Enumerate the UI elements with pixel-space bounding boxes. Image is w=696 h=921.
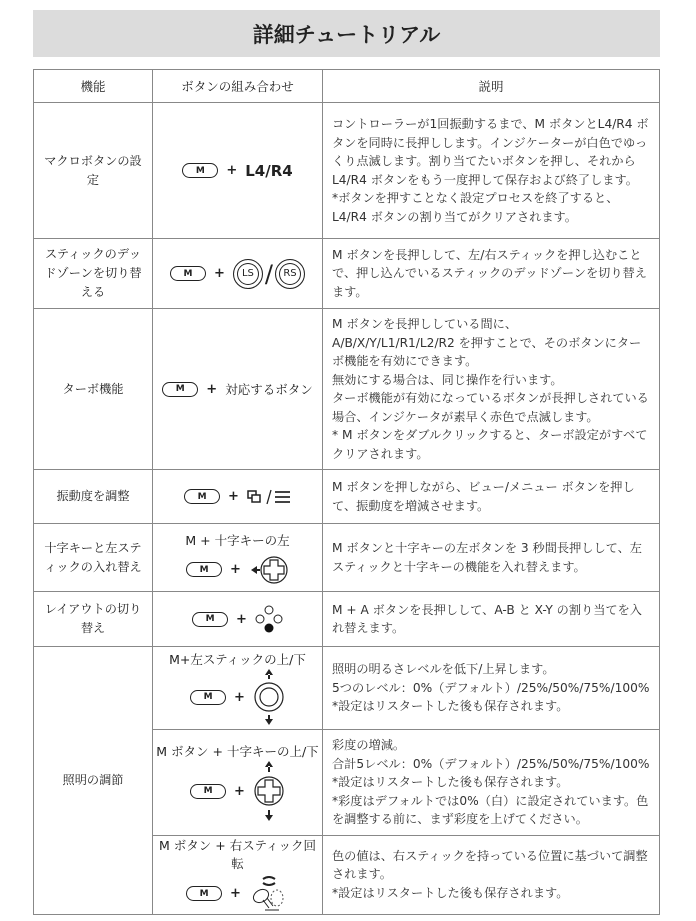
combo-label: M+左スティックの上/下 xyxy=(169,652,306,667)
dpad-left-icon xyxy=(249,555,289,585)
plus: + xyxy=(206,381,218,397)
description-cell: コントローラーが1回振動するまで、M ボタンとL4/R4 ボタンを同時に長押しします。インジケーターが白色でゆっくり点滅します。割り当てたいボタンを押し、それからL4/R4 ボタンをもう一度押して保存および終了します。 *ボタンを押すことなく設定プロセスを終了すると、L4/R4 ボタンの割り当てがクリアされます。 xyxy=(323,103,660,239)
feature-cell: 振動度を調整 xyxy=(34,470,153,524)
description-cell: 色の値は、右スティックを持っている位置に基づいて調整されます。 *設定はリスタートした後も保存されます。 xyxy=(323,835,660,914)
table-row xyxy=(34,239,660,309)
combo-cell xyxy=(153,103,323,239)
table-header xyxy=(34,70,660,103)
header-combo: ボタンの組み合わせ xyxy=(153,70,323,103)
description-cell: M ボタンを押しながら、ビュー/メニュー ボタンを押して、振動度を増減させます。 xyxy=(323,470,660,524)
dpad-up-down-icon xyxy=(253,760,285,822)
face-buttons-icon xyxy=(255,605,283,633)
combo-cell xyxy=(153,470,323,524)
combo-cell xyxy=(153,647,323,730)
plus: + xyxy=(234,689,245,705)
table-row xyxy=(34,592,660,647)
ls-stick-icon: LS xyxy=(233,259,263,289)
m-button-icon: M xyxy=(170,266,206,281)
view-menu-icon xyxy=(247,489,291,505)
plus: + xyxy=(230,562,241,577)
m-button-icon: M xyxy=(190,784,226,799)
plus: + xyxy=(226,163,238,178)
right-stick-rotate-icon xyxy=(249,874,289,914)
description-cell: M + A ボタンを長押しして、A-B と X-Y の割り当てを入れ替えます。 xyxy=(323,592,660,647)
feature-cell: ターボ機能 xyxy=(34,309,153,470)
l4-r4-label: L4/R4 xyxy=(245,161,293,180)
combo-cell xyxy=(153,592,323,647)
m-button-icon: M xyxy=(182,163,218,178)
m-button-icon: M xyxy=(186,562,222,577)
table-row xyxy=(34,647,660,730)
combo-label: M + 十字キーの左 xyxy=(185,532,290,548)
combo-cell xyxy=(153,730,323,836)
plus: + xyxy=(214,266,225,281)
left-stick-up-down-icon xyxy=(253,668,285,726)
m-button-icon: M xyxy=(192,612,228,627)
table-row xyxy=(34,103,660,239)
description-cell: 彩度の増減。 合計5レベル：0%（デフォルト）/25%/50%/75%/100% *設定はリスタートした後も保存されます。 *彩度はデフォルトでは0%（白）に設定されています。色を調整する前に、まず彩度を上げてください。 xyxy=(323,730,660,836)
m-button-icon: M xyxy=(190,690,226,705)
combo-label: M ボタン + 右スティック回転 xyxy=(159,837,316,871)
description-cell: M ボタンを長押しして、左/右スティックを押し込むことで、押し込んでいるスティックのデッドゾーンを切り替えます。 xyxy=(323,239,660,309)
feature-cell: スティックのデッドゾーンを切り替える xyxy=(34,239,153,309)
m-button-icon: M xyxy=(184,489,220,504)
corresponding-button-label: 対応するボタン xyxy=(225,382,313,397)
feature-cell: レイアウトの切り替え xyxy=(34,592,153,647)
table-row xyxy=(34,524,660,592)
m-button-icon: M xyxy=(162,382,198,397)
header-description: 説明 xyxy=(323,70,660,103)
combo-cell xyxy=(153,835,323,914)
table-row xyxy=(34,470,660,524)
combo-cell xyxy=(153,524,323,592)
feature-cell: 照明の調節 xyxy=(34,647,153,915)
table-row xyxy=(34,309,660,470)
m-button-icon: M xyxy=(186,886,222,901)
rs-stick-icon: RS xyxy=(275,259,305,289)
combo-label: M ボタン + 十字キーの上/下 xyxy=(156,744,319,760)
plus: + xyxy=(228,489,239,504)
tutorial-table xyxy=(33,69,660,915)
plus: + xyxy=(230,886,241,901)
feature-cell: マクロボタンの設定 xyxy=(34,103,153,239)
feature-cell: 十字キーと左スティックの入れ替え xyxy=(34,524,153,592)
combo-cell: M + LS / RS xyxy=(153,239,323,309)
combo-cell xyxy=(153,309,323,470)
header-feature: 機能 xyxy=(34,70,153,103)
plus: + xyxy=(236,611,247,627)
description-cell: M ボタンを長押ししている間に、 A/B/X/Y/L1/R1/L2/R2 を押すことで、そのボタンにターボ機能を有効にできます。 無効にする場合は、同じ操作を行います。 ターボ機能が有効になっているボタンが長押しされている場合、インジケータが素早く赤色で点滅します。 * M ボタンをダブルクリックすると、ターボ設定がすべてクリアされます。 xyxy=(323,309,660,470)
description-cell: 照明の明るさレベルを低下/上昇します。 5つのレベル：0%（デフォルト）/25%/50%/75%/100% *設定はリスタートした後も保存されます。 xyxy=(323,647,660,730)
plus: + xyxy=(234,783,245,799)
description-cell: M ボタンと十字キーの左ボタンを 3 秒間長押しして、左スティックと十字キーの機能を入れ替えます。 xyxy=(323,524,660,592)
page-title: 詳細チュートリアル xyxy=(33,10,660,57)
